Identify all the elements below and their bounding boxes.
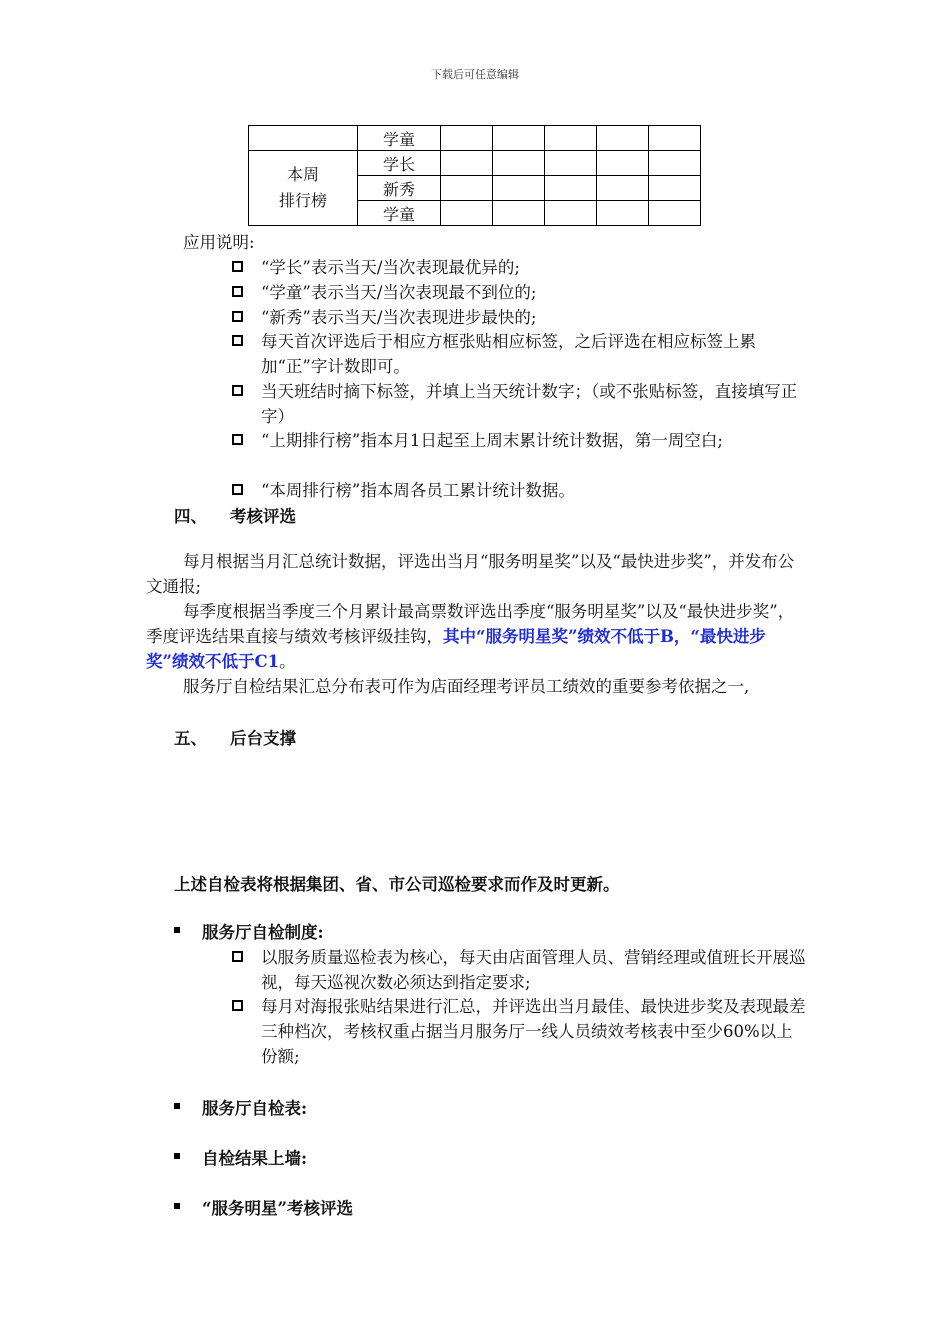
usage-title: 应用说明: (183, 233, 255, 252)
table-cell (493, 176, 545, 201)
paragraph: 每季度根据当季度三个月累计最高票数评选出季度“服务明星奖”以及“最快进步奖”，季度评选结果直接与绩效考核评级挂钩，其中“服务明星奖”绩效不低于B，“最快进步奖”绩效不低于C1。 (146, 602, 795, 671)
square-bullet-icon (174, 927, 180, 933)
table-cell (441, 176, 493, 201)
subsection-title: “服务明星”考核评选 (202, 1199, 353, 1218)
row-label: 学童 (358, 126, 441, 151)
table-cell (545, 151, 597, 176)
group-label-weekly-ranking: 本周 排行榜 (249, 151, 358, 226)
highlight-text: 其中“服务明星奖”绩效不低于B，“最快进步奖”绩效不低于C1 (146, 627, 766, 671)
table-cell (649, 126, 701, 151)
checkbox-bullet-icon (232, 261, 243, 272)
section-title: 考核评选 (230, 507, 296, 526)
table-cell (597, 151, 649, 176)
paragraph: 服务厅自检结果汇总分布表可作为店面经理考评员工绩效的重要参考依据之一, (183, 677, 750, 696)
table-cell (597, 176, 649, 201)
subsection-title: 服务厅自检表: (202, 1099, 308, 1118)
table-cell (545, 201, 597, 226)
section-title: 后台支撑 (230, 729, 296, 748)
square-bullet-icon (174, 1103, 180, 1109)
paragraph: 每月根据当月汇总统计数据，评选出当月“服务明星奖”以及“最快进步奖”，并发布公文通报; (146, 552, 795, 596)
table-cell (649, 201, 701, 226)
section-number: 四、 (174, 507, 207, 526)
square-bullet-icon (174, 1153, 180, 1159)
table-cell (493, 201, 545, 226)
table-cell (441, 151, 493, 176)
square-bullet-icon (174, 1203, 180, 1209)
table-cell (441, 201, 493, 226)
section-number: 五、 (174, 729, 207, 748)
row-label: 新秀 (358, 176, 441, 201)
row-label: 学童 (358, 201, 441, 226)
subsection-title: 自检结果上墙: (202, 1149, 308, 1168)
checkbox-bullet-icon (232, 335, 243, 346)
table-cell (597, 201, 649, 226)
table-cell (649, 176, 701, 201)
checkbox-bullet-icon (232, 385, 243, 396)
checkbox-bullet-icon (232, 951, 243, 962)
row-label: 学长 (358, 151, 441, 176)
table-cell (493, 126, 545, 151)
table-cell (493, 151, 545, 176)
page-header-note: 下载后可任意编辑 (431, 68, 519, 81)
table-cell (545, 126, 597, 151)
checkbox-bullet-icon (232, 484, 243, 495)
subsection-title: 服务厅自检制度: (202, 923, 324, 942)
table-cell (249, 126, 358, 151)
table-row (249, 151, 701, 176)
table-cell (597, 126, 649, 151)
update-note: 上述自检表将根据集团、省、市公司巡检要求而作及时更新。 (174, 875, 620, 894)
table-row (249, 126, 701, 151)
checkbox-bullet-icon (232, 434, 243, 445)
table-cell (441, 126, 493, 151)
ranking-table (248, 125, 701, 226)
checkbox-bullet-icon (232, 1000, 243, 1011)
checkbox-bullet-icon (232, 311, 243, 322)
table-cell (545, 176, 597, 201)
table-cell (649, 151, 701, 176)
checkbox-bullet-icon (232, 286, 243, 297)
